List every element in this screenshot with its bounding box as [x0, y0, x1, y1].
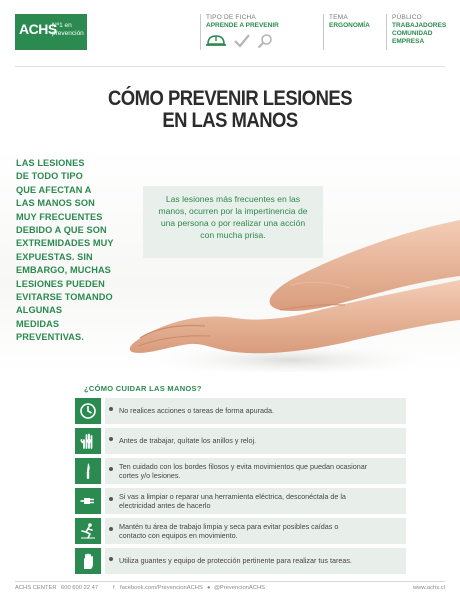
tema-value: ERGONOMÍA: [329, 22, 370, 29]
tip-icon-box: [75, 458, 101, 484]
ring-hand-icon: [79, 432, 97, 450]
footer-web[interactable]: www.achs.cl: [413, 585, 445, 591]
achs-logo[interactable]: [15, 14, 87, 50]
tip-line: contacto con equipos en movimiento.: [119, 531, 238, 540]
intro-line: EVITARSE TOMANDO: [16, 292, 113, 303]
tipo-value: APRENDE A PREVENIR: [206, 22, 279, 29]
tipo-icons: [201, 33, 281, 49]
intro-line: MEDIDAS: [16, 318, 60, 329]
footer-facebook[interactable]: facebook.com/PrevencionACHS: [120, 585, 203, 591]
footer: [15, 585, 445, 595]
clock-icon: [79, 402, 97, 420]
title-line-1: CÓMO PREVENIR LESIONES: [107, 87, 353, 110]
magnifier-icon: [257, 33, 273, 49]
tip-bar: [105, 488, 406, 514]
tema-column: [323, 14, 381, 50]
glove-icon: [79, 552, 97, 570]
intro-line: QUE AFECTAN A: [16, 184, 92, 195]
tip-icon-box: [75, 488, 101, 514]
tip-item: [75, 398, 406, 424]
hero-callout: [143, 186, 323, 258]
tip-line: cortes y/o lesiones.: [119, 471, 181, 480]
intro-line: ALGUNAS: [16, 305, 63, 316]
intro-line: LAS MANOS SON: [16, 198, 95, 209]
callout-line: Las lesiones más frecuentes en las: [165, 194, 301, 204]
knife-icon: [79, 462, 97, 480]
tip-bullet: [109, 407, 113, 411]
tip-bullet: [109, 467, 113, 471]
tip-bar: [105, 548, 406, 574]
header: [0, 0, 460, 62]
helmet-icon: [205, 33, 227, 49]
tip-line: Antes de trabajar, quítate los anillos y reloj.: [119, 436, 257, 446]
tip-icon-box: [75, 518, 101, 544]
tip-line: No realices acciones o tareas de forma apurada.: [119, 406, 275, 416]
tip-item: [75, 428, 406, 454]
tip-item: [75, 548, 406, 574]
publico-column: [386, 14, 456, 50]
callout-line: una persona o por realizar una acción: [160, 218, 306, 228]
slip-icon: [79, 522, 97, 540]
tip-text: [119, 428, 401, 454]
publico-value-3: EMPRESA: [392, 38, 425, 45]
tip-icon-box: [75, 548, 101, 574]
tip-bullet: [109, 437, 113, 441]
tip-bar: [105, 428, 406, 454]
twitter-icon: ●: [207, 585, 211, 591]
tip-line: electricidad antes de hacerlo: [119, 501, 211, 510]
callout-line: con mucha prisa.: [200, 230, 266, 240]
tema-label: TEMA: [329, 14, 348, 21]
tip-line: Utiliza guantes y equipo de protección pertinente para realizar tus tareas.: [119, 556, 352, 566]
tip-icon-box: [75, 428, 101, 454]
intro-line: PREVENTIVAS.: [16, 332, 84, 343]
header-divider: [15, 66, 445, 67]
tip-bullet: [109, 497, 113, 501]
tip-bar: [105, 398, 406, 424]
tip-text: [119, 488, 401, 514]
tip-item: [75, 518, 406, 544]
footer-twitter[interactable]: @PrevencionACHS: [214, 585, 265, 591]
footer-phone[interactable]: 600 600 22 47: [61, 585, 99, 591]
intro-line: DEBIDO A QUE SON: [16, 225, 107, 236]
callout-line: manos, ocurren por la impertinencia de: [158, 206, 308, 216]
intro-text: [16, 157, 131, 345]
tipo-ficha-column: [200, 14, 315, 50]
tip-item: [75, 458, 406, 484]
intro-line: MUY FRECUENTES: [16, 211, 103, 222]
logo-tagline: Nº1 en prevención: [52, 22, 84, 37]
tip-text: [119, 548, 401, 574]
tip-line: Si vas a limpiar o reparar una herramienta eléctrica, desconéctala de la: [119, 491, 346, 501]
tip-item: [75, 488, 406, 514]
tipo-label: TIPO DE FICHA: [206, 14, 256, 21]
intro-line: EXTREMIDADES MUY: [16, 238, 114, 249]
intro-line: LAS LESIONES: [16, 158, 85, 168]
tip-text: [119, 458, 401, 484]
footer-divider: [15, 581, 445, 582]
section-title: ¿CÓMO CUIDAR LAS MANOS?: [84, 384, 202, 393]
intro-line: EXPUESTAS. SIN: [16, 251, 93, 262]
tip-bullet: [109, 557, 113, 561]
facebook-icon: f: [113, 585, 115, 591]
title-line-2: EN LAS MANOS: [162, 109, 298, 132]
tip-icon-box: [75, 398, 101, 424]
publico-value-2: COMUNIDAD: [392, 30, 433, 37]
intro-line: DE TODO TIPO: [16, 171, 83, 182]
intro-line: EMBARGO, MUCHAS: [16, 265, 111, 276]
tip-text: [119, 518, 401, 544]
page-title: [63, 88, 397, 132]
tip-text: [119, 398, 401, 424]
checkmark-icon: [233, 33, 251, 49]
intro-line: LESIONES PUEDEN: [16, 278, 105, 289]
tip-bar: [105, 518, 406, 544]
publico-value-1: TRABAJADORES: [392, 22, 447, 29]
logo-text: ACHS: [19, 21, 57, 37]
tip-bar: [105, 458, 406, 484]
footer-center: ACHS CENTER: [15, 585, 57, 591]
publico-label: PÚBLICO: [392, 14, 422, 21]
tip-line: Mantén tu área de trabajo limpia y seca para evitar posibles caídas o: [119, 521, 339, 531]
tip-bullet: [109, 527, 113, 531]
plug-icon: [79, 492, 97, 510]
tip-line: Ten cuidado con los bordes filosos y evita movimientos que puedan ocasionar: [119, 461, 368, 471]
